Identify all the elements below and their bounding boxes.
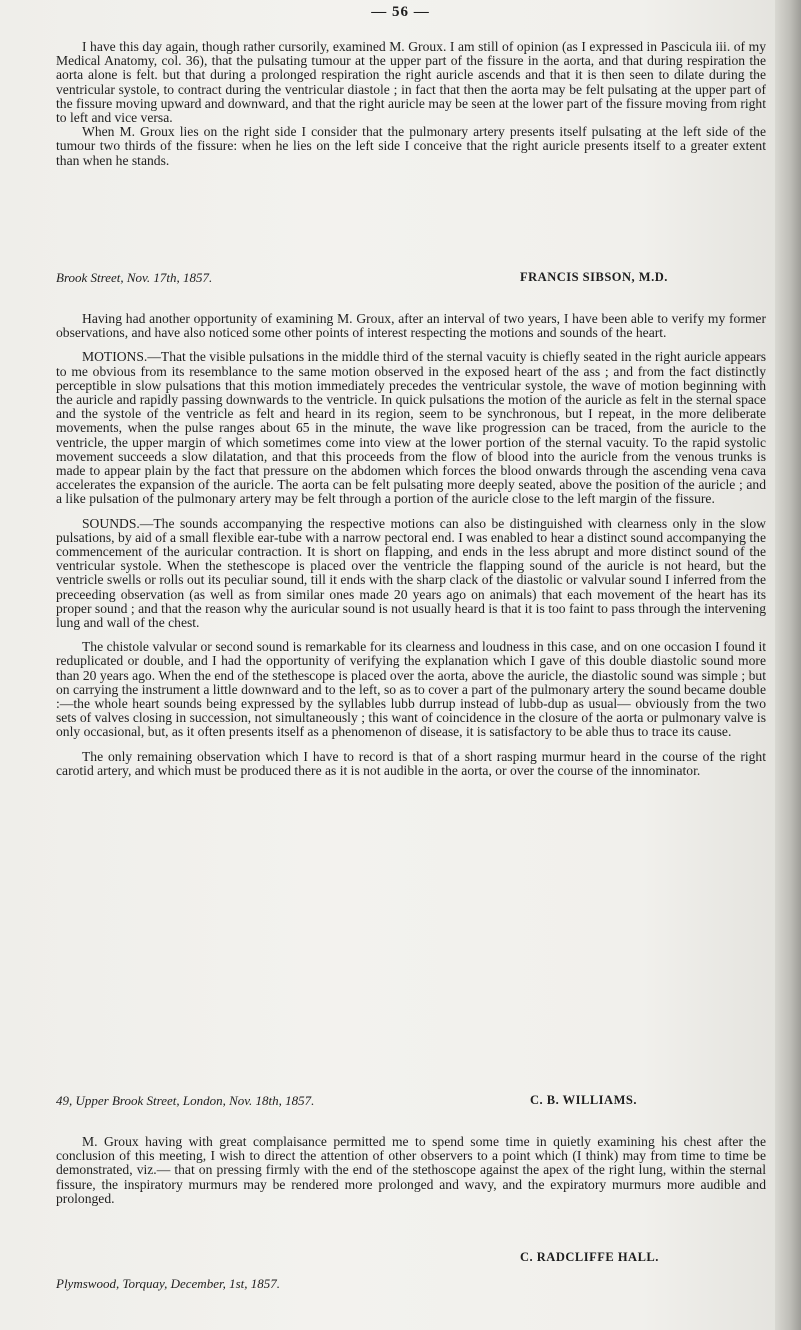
paragraph-sounds: SOUNDS.—The sounds accompanying the respective motions can also be distinguished with clearness only in the slow pulsations, by aid of a small flexible ear-tube with a narrow pectoral end. I was enabled to hear a distinct sound accompanying the commencement of the auricular contraction. It is short on flapping, and ends in the less abrupt and more distinct sound of the ventricular systole. When the stethescope is placed over the ventricle the flapping sound of the auricle is not heard, but the ventricle swells or rolls out its peculiar sound, till it ends with the sharp clack of the diastolic or valvular sound I inferred from the preceeding observation (as well as from similar ones made 20 years ago on animals) that each movement of the heart has its proper sound ; and that the reason why the auricular sound is not usually heard is that it is too faint to pass through the intervening lung and wall of the chest. <box>56 515 766 631</box>
paragraph: I have this day again, though rather cursorily, examined M. Groux. I am still of opinion (as I expressed in Pascicula iii. of my Medical Anatomy, col. 36), that the pulsating tumour at the upper part of the fissure in the aorta, and that during respiration the aorta alone is felt. but that during a prolonged respiration the right auricle ascends and that it is then seen to dilate during the ventricular systole, to contract during the ventricular diastole ; in fact that then the aorta may be felt pulsating at the upper part of the fissure moving upward and downward, and that the right auricle may be seen at the lower part of the fissure moving from right to left and vice versa. <box>56 39 766 126</box>
signature: C. B. WILLIAMS. <box>530 1093 637 1107</box>
letter-hall <box>56 1135 766 1206</box>
paragraph: Having had another opportunity of examining M. Groux, after an interval of two years, I have been able to verify my former observations, and have also noticed some other points of interest respecting the motions and sounds of the heart. <box>56 311 766 341</box>
page-number: — 56 — <box>371 4 430 20</box>
signature: FRANCIS SIBSON, M.D. <box>520 270 668 284</box>
place-date: 49, Upper Brook Street, London, Nov. 18th, 1857. <box>56 1093 315 1108</box>
paragraph: When M. Groux lies on the right side I consider that the pulmonary artery presents itself pulsating at the left side of the tumour two thirds of the fissure: when he lies on the left side I conceive that the right auricle presents itself to a greater extent than when he stands. <box>56 124 766 168</box>
paragraph-motions: MOTIONS.—That the visible pulsations in the middle third of the sternal vacuity is chiefly seated in the right auricle appears to me obvious from its resemblance to the same motion observed in the exposed heart of the ass ; and from the fact distinctly perceptible in slow pulsations that this motion immediately precedes the ventricular systole, the wave of motion beginning with the auricle and rapidly passing downwards to the ventricle. In quick pulsations the motion of the auricle as felt in the sternal space and the systole of the ventricle as felt and heard in its region, seem to be synchronous, but I repeat, in the more deliberate movements, when the pulse ranges about 65 in the minute, the wave like progression can be traced, from the auricle to the ventricle, the upper margin of which sometimes come into view at the lower portion of the sternal vacuity. To the rapid systolic movement succeeds a slow dilatation, and that this proceeds from the flow of blood into the auricle from the venous trunks is made to appear plain by the fact that pressure on the abdomen which forces the blood onwards through the ascending vena cava accelerates the expansion of the auricle. The aorta can be felt pulsating more deeply seated, above the position of the auricle ; and a like pulsation of the pulmonary artery may be felt through a portion of the auricle close to the left margin of the fissure. <box>56 349 766 507</box>
paragraph: M. Groux having with great complaisance permitted me to spend some time in quietly examining his chest after the conclusion of this meeting, I wish to direct the attention of other observers to a point which (I think) may from time to time be demonstrated, viz.— that on pressing firmly with the end of the stethoscope against the apex of the right lung, within the sternal fissure, the inspiratory murmurs may be rendered more prolonged and wavy, and the expiratory murmurs more audible and prolonged. <box>56 1134 766 1206</box>
signature: C. RADCLIFFE HALL. <box>520 1250 659 1264</box>
letter-sibson <box>56 40 766 168</box>
paragraph: The chistole valvular or second sound is remarkable for its clearness and loudness in this case, and on one occasion I found it reduplicated or double, and I had the opportunity of verifying the explanation which I gave of this double diastolic sound more than 20 years ago. When the end of the stethescope is placed over the aorta, above the auricle, the diastolic sound was simple ; but on carrying the instrument a little downward and to the left, so as to cover a part of the pulmonary artery the sound became double :—the whole heart sounds being expressed by the syllables lubb durrup instead of lubb-dup as usual— obviously from the two sets of valves closing in succession, not simultaneously ; this want of coincidence in the closure of the aorta or pulmonary valve is only occasional, but, as it often presents itself as a phenomenon of disease, it is satisfactory to be able thus to trace its cause. <box>56 639 766 740</box>
place-date: Brook Street, Nov. 17th, 1857. <box>56 270 213 285</box>
letter-williams <box>56 312 766 778</box>
place-date: Plymswood, Torquay, December, 1st, 1857. <box>56 1276 281 1291</box>
book-spine-edge <box>775 0 801 1330</box>
paragraph: The only remaining observation which I have to record is that of a short rasping murmur heard in the course of the right carotid artery, and which must be produced there as it is not audible in the aorta, or over the course of the innominator. <box>56 748 766 778</box>
